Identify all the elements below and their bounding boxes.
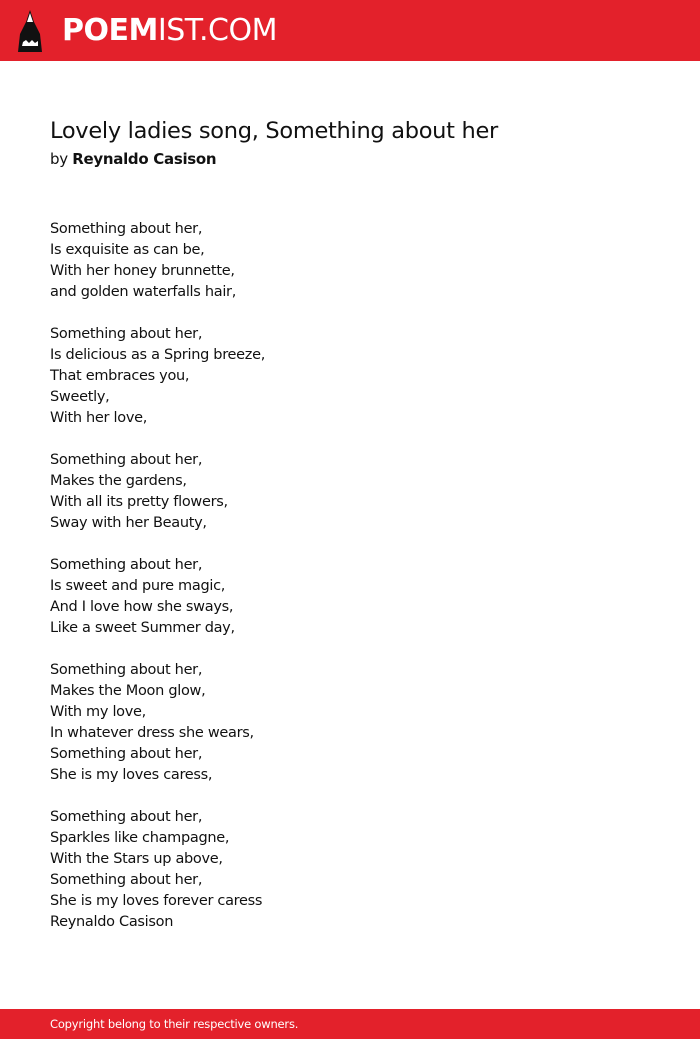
author-name: Reynaldo Casison — [72, 150, 217, 168]
poem-line: Is delicious as a Spring breeze, — [50, 347, 266, 363]
poem-line: Reynaldo Casison — [50, 914, 174, 930]
poem-line: Like a sweet Summer day, — [50, 620, 235, 636]
poem-body — [50, 219, 650, 954]
poem-line: Something about her, — [50, 746, 203, 762]
pen-nib-icon[interactable] — [17, 10, 43, 52]
poem-line: Something about her, — [50, 557, 203, 573]
stanza — [50, 219, 650, 303]
poem-line: Something about her, — [50, 872, 203, 888]
poem-line: Something about her, — [50, 326, 203, 342]
poem-line: Sway with her Beauty, — [50, 515, 207, 531]
poem-line: Sparkles like champagne, — [50, 830, 230, 846]
poem-line: Is exquisite as can be, — [50, 242, 205, 258]
stanza — [50, 660, 650, 786]
stanza — [50, 807, 650, 933]
poem-line: With her honey brunnette, — [50, 263, 235, 279]
poem-line: Something about her, — [50, 452, 203, 468]
poem-line: And I love how she sways, — [50, 599, 234, 615]
poem-line: With all its pretty flowers, — [50, 494, 228, 510]
poem-line: Something about her, — [50, 221, 203, 237]
byline — [50, 149, 216, 169]
poem-line: Sweetly, — [50, 389, 110, 405]
poem-line: Something about her, — [50, 662, 203, 678]
copyright-notice: Copyright belong to their respective owners. — [50, 1017, 299, 1031]
poem-line: and golden waterfalls hair, — [50, 284, 237, 300]
poem-line: Makes the gardens, — [50, 473, 187, 489]
poem-line: In whatever dress she wears, — [50, 725, 254, 741]
poem-line: She is my loves caress, — [50, 767, 213, 783]
poem-line: Something about her, — [50, 809, 203, 825]
poem-line: She is my loves forever caress — [50, 893, 263, 909]
poem-line: That embraces you, — [50, 368, 190, 384]
site-logo[interactable] — [62, 13, 277, 49]
poem-line: With her love, — [50, 410, 148, 426]
stanza — [50, 555, 650, 639]
poem-line: With my love, — [50, 704, 146, 720]
logo-text-light: IST.COM — [157, 13, 277, 48]
site-footer — [0, 1009, 700, 1039]
poem-title: Lovely ladies song, Something about her — [50, 118, 498, 144]
site-header — [0, 0, 700, 61]
poem-line: With the Stars up above, — [50, 851, 223, 867]
by-label: by — [50, 150, 68, 168]
poem-line: Is sweet and pure magic, — [50, 578, 226, 594]
poem-line: Makes the Moon glow, — [50, 683, 206, 699]
logo-text-bold: POEM — [62, 13, 158, 48]
stanza — [50, 324, 650, 429]
stanza — [50, 450, 650, 534]
